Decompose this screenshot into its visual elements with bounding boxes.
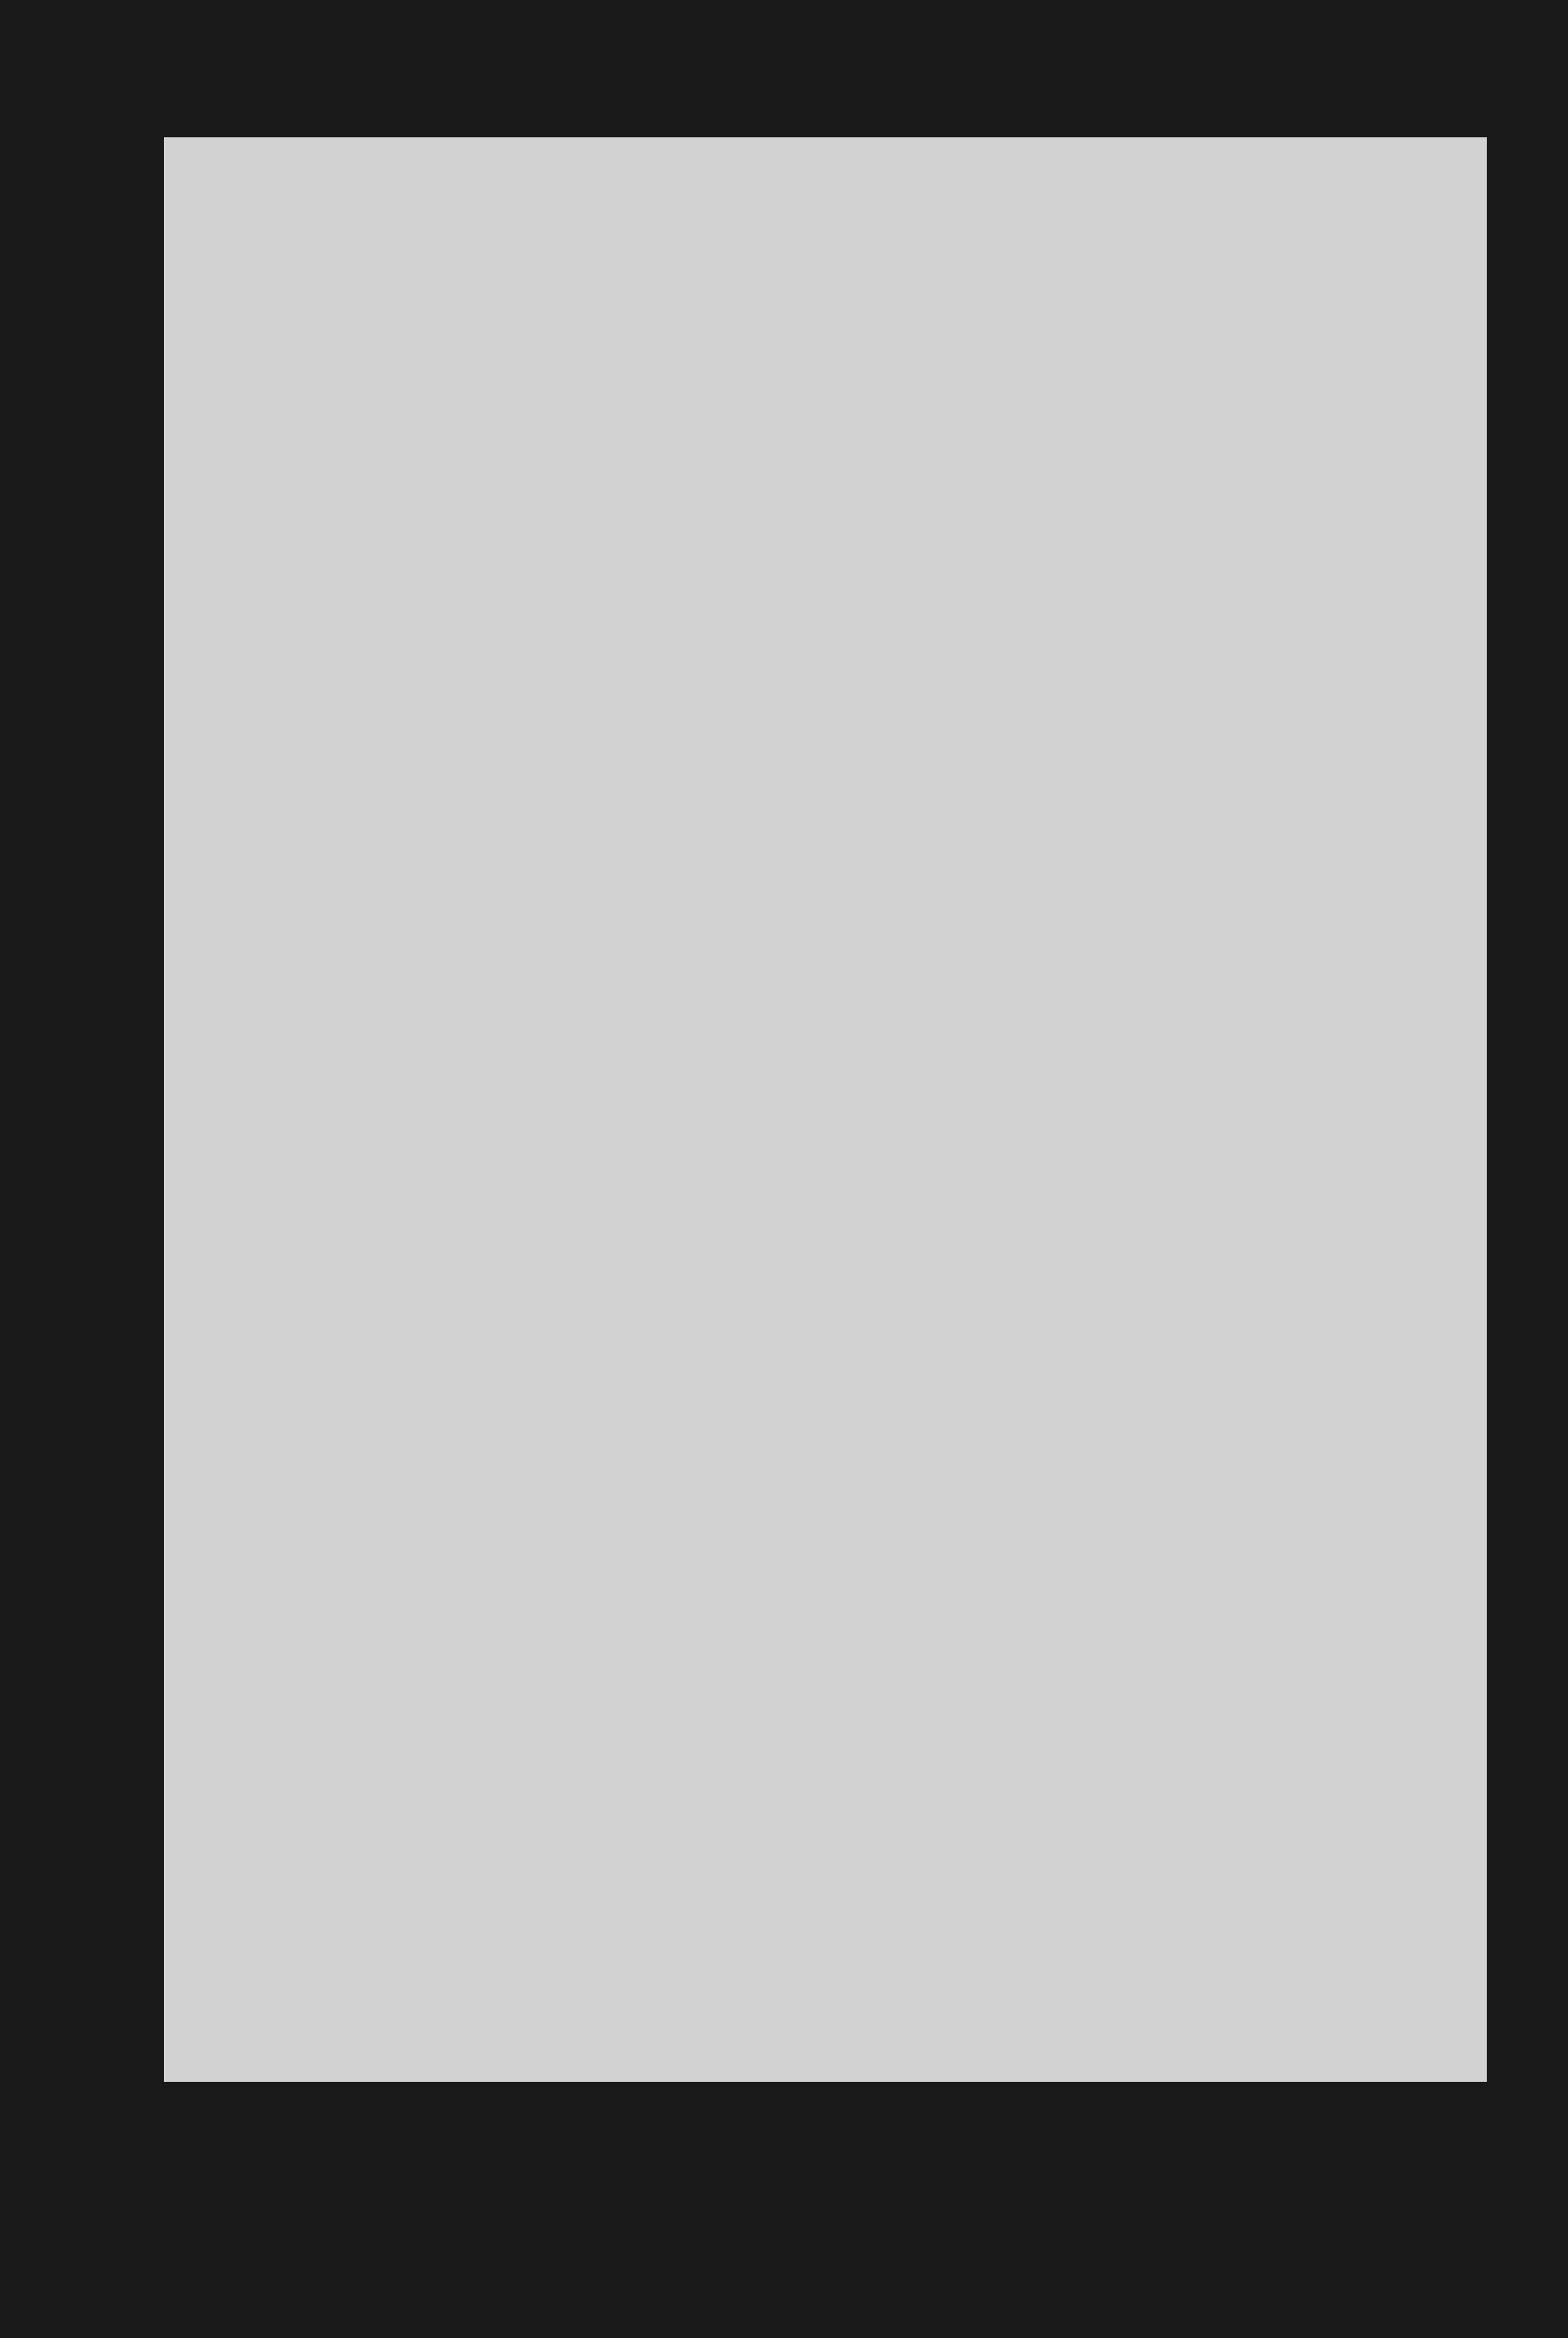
manifest-sheet <box>164 137 1487 2082</box>
